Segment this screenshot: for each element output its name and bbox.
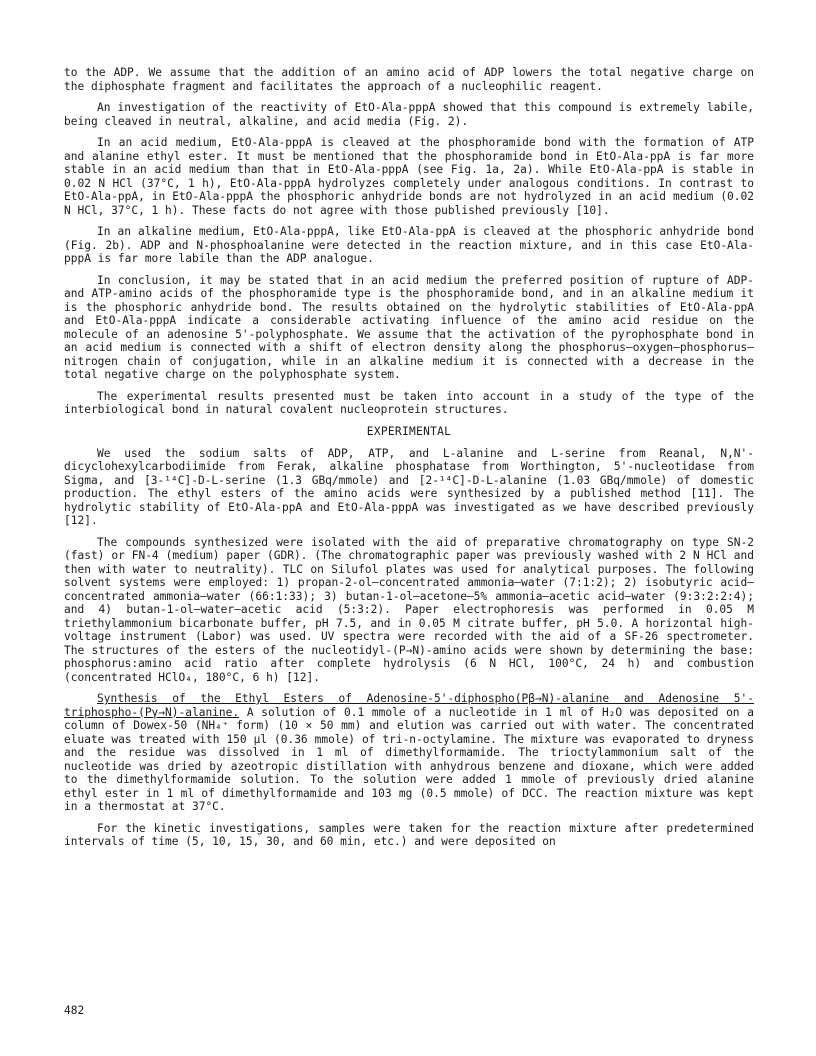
paragraph: For the kinetic investigations, samples were taken for the reaction mixture after predetermined intervals of time (5, 10, 15, 30, and 60 min, etc.) and were deposited on [64,821,754,848]
page-number: 482 [64,1004,85,1017]
synthesis-title: Synthesis of the Ethyl Esters of Adenosine-5'-diphospho(Pβ→N)-alanine and Adenosine 5'-triphospho-(Pγ→N)-alanine. [64,692,754,719]
paragraph: In conclusion, it may be stated that in an acid medium the preferred position of rupture of ADP- and ATP-amino acids of the phosphoramide type is the phosphoramide bond, and in an alkaline medium it is the phosphoric anhydride bond. The results obtained on the hydrolytic stabilities of EtO-Ala-ppA and EtO-Ala-pppA indicate a considerable activating influence of the amino acid residue on the molecule of an adenosine 5'-polyphosphate. We assume that the activation of the pyrophosphate bond in an acid medium is connected with a shift of electron density along the phosphorus—oxygen—phosphorus—nitrogen chain of conjugation, while in an alkaline medium it is connected with a decrease in the total negative charge on the polyphosphate system. [64,273,754,381]
paragraph: The compounds synthesized were isolated with the aid of preparative chromatography on type SN-2 (fast) or FN-4 (medium) paper (GDR). (The chromatographic paper was previously washed with 2 N HCl and then with water to neutrality). TLC on Silufol plates was used for analytical purposes. The following solvent systems were employed: 1) propan-2-ol—concentrated ammonia—water (7:1:2); 2) isobutyric acid—concentrated ammonia—water (66:1:33); 3) butan-1-ol—acetone—5% ammonia—acetic acid—water (9:3:2:2:4); and 4) butan-1-ol—water—acetic acid (5:3:2). Paper electrophoresis was performed in 0.05 M triethylammonium bicarbonate buffer, pH 7.5, and in 0.05 M citrate buffer, pH 5.0. A horizontal high-voltage instrument (Labor) was used. UV spectra were recorded with the aid of a SF-26 spectrometer. The structures of the esters of the nucleotidyl-(P→N)-amino acids were shown by determining the base: phosphorus:amino acid ratio after complete hydrolysis (6 N HCl, 100°C, 24 h) and combustion (concentrated HClO₄, 180°C, 6 h) [12]. [64,535,754,684]
paragraph: An investigation of the reactivity of EtO-Ala-pppA showed that this compound is extremely labile, being cleaved in neutral, alkaline, and acid media (Fig. 2). [64,101,754,128]
section-heading: EXPERIMENTAL [366,424,452,438]
paragraph: The experimental results presented must be taken into account in a study of the type of the interbiological bond in natural covalent nucleoprotein structures. [64,389,754,416]
synthesis-body: A solution of 0.1 mmole of a nucleotide in 1 ml of H₂O was deposited on a column of Dowex-50 (NH₄⁺ form) (10 × 50 mm) and elution was carried out with water. The concentrated eluate was treated with 150 µl (0.36 mmole) of tri-n-octylamine. The mixture was evaporated to dryness and the residue was dissolved in 1 ml of dimethylformamide. The trioctylammonium salt of the nucleotide was dried by azeotropic distillation with anhydrous benzene and dioxane, which were added to the dimethylformamide solution. To the solution were added 1 mmole of previously dried alanine ethyl ester in 1 ml of dimethylformamide and 103 mg (0.5 mmole) of DCC. The reaction mixture was kept in a thermostat at 37°C. [64,705,754,813]
synthesis-paragraph [64,692,754,814]
page-body [64,66,754,857]
paragraph: We used the sodium salts of ADP, ATP, and L-alanine and L-serine from Reanal, N,N'-dicyclohexylcarbodiimide from Ferak, alkaline phosphatase from Worthington, 5'-nucleotidase from Sigma, and [3-¹⁴C]-D-L-serine (1.3 GBq/mmole) and [2-¹⁴C]-D-L-alanine (1.03 GBq/mmole) of domestic production. The ethyl esters of the amino acids were synthesized by a published method [11]. The hydrolytic stability of EtO-Ala-ppA and EtO-Ala-pppA was investigated as we have described previously [12]. [64,446,754,527]
paragraph: In an acid medium, EtO-Ala-pppA is cleaved at the phosphoramide bond with the formation of ATP and alanine ethyl ester. It must be mentioned that the phosphoramide bond in EtO-Ala-ppA is far more stable in an acid medium than that in EtO-Ala-pppA (see Fig. 1a, 2a). While EtO-Ala-ppA is stable in 0.02 N HCl (37°C, 1 h), EtO-Ala-pppA hydrolyzes completely under analogous conditions. In contrast to EtO-Ala-ppA, in EtO-Ala-pppA the phosphoric anhydride bonds are not hydrolyzed in an acid medium (0.02 N HCl, 37°C, 1 h). These facts do not agree with those published previously [10]. [64,136,754,217]
paragraph: In an alkaline medium, EtO-Ala-pppA, like EtO-Ala-ppA is cleaved at the phosphoric anhydride bond (Fig. 2b). ADP and N-phosphoalanine were detected in the reaction mixture, and in this case EtO-Ala-pppA is far more labile than the ADP analogue. [64,225,754,265]
paragraph: to the ADP. We assume that the addition of an amino acid of ADP lowers the total negative charge on the diphosphate fragment and facilitates the approach of a nucleophilic reagent. [64,66,754,93]
